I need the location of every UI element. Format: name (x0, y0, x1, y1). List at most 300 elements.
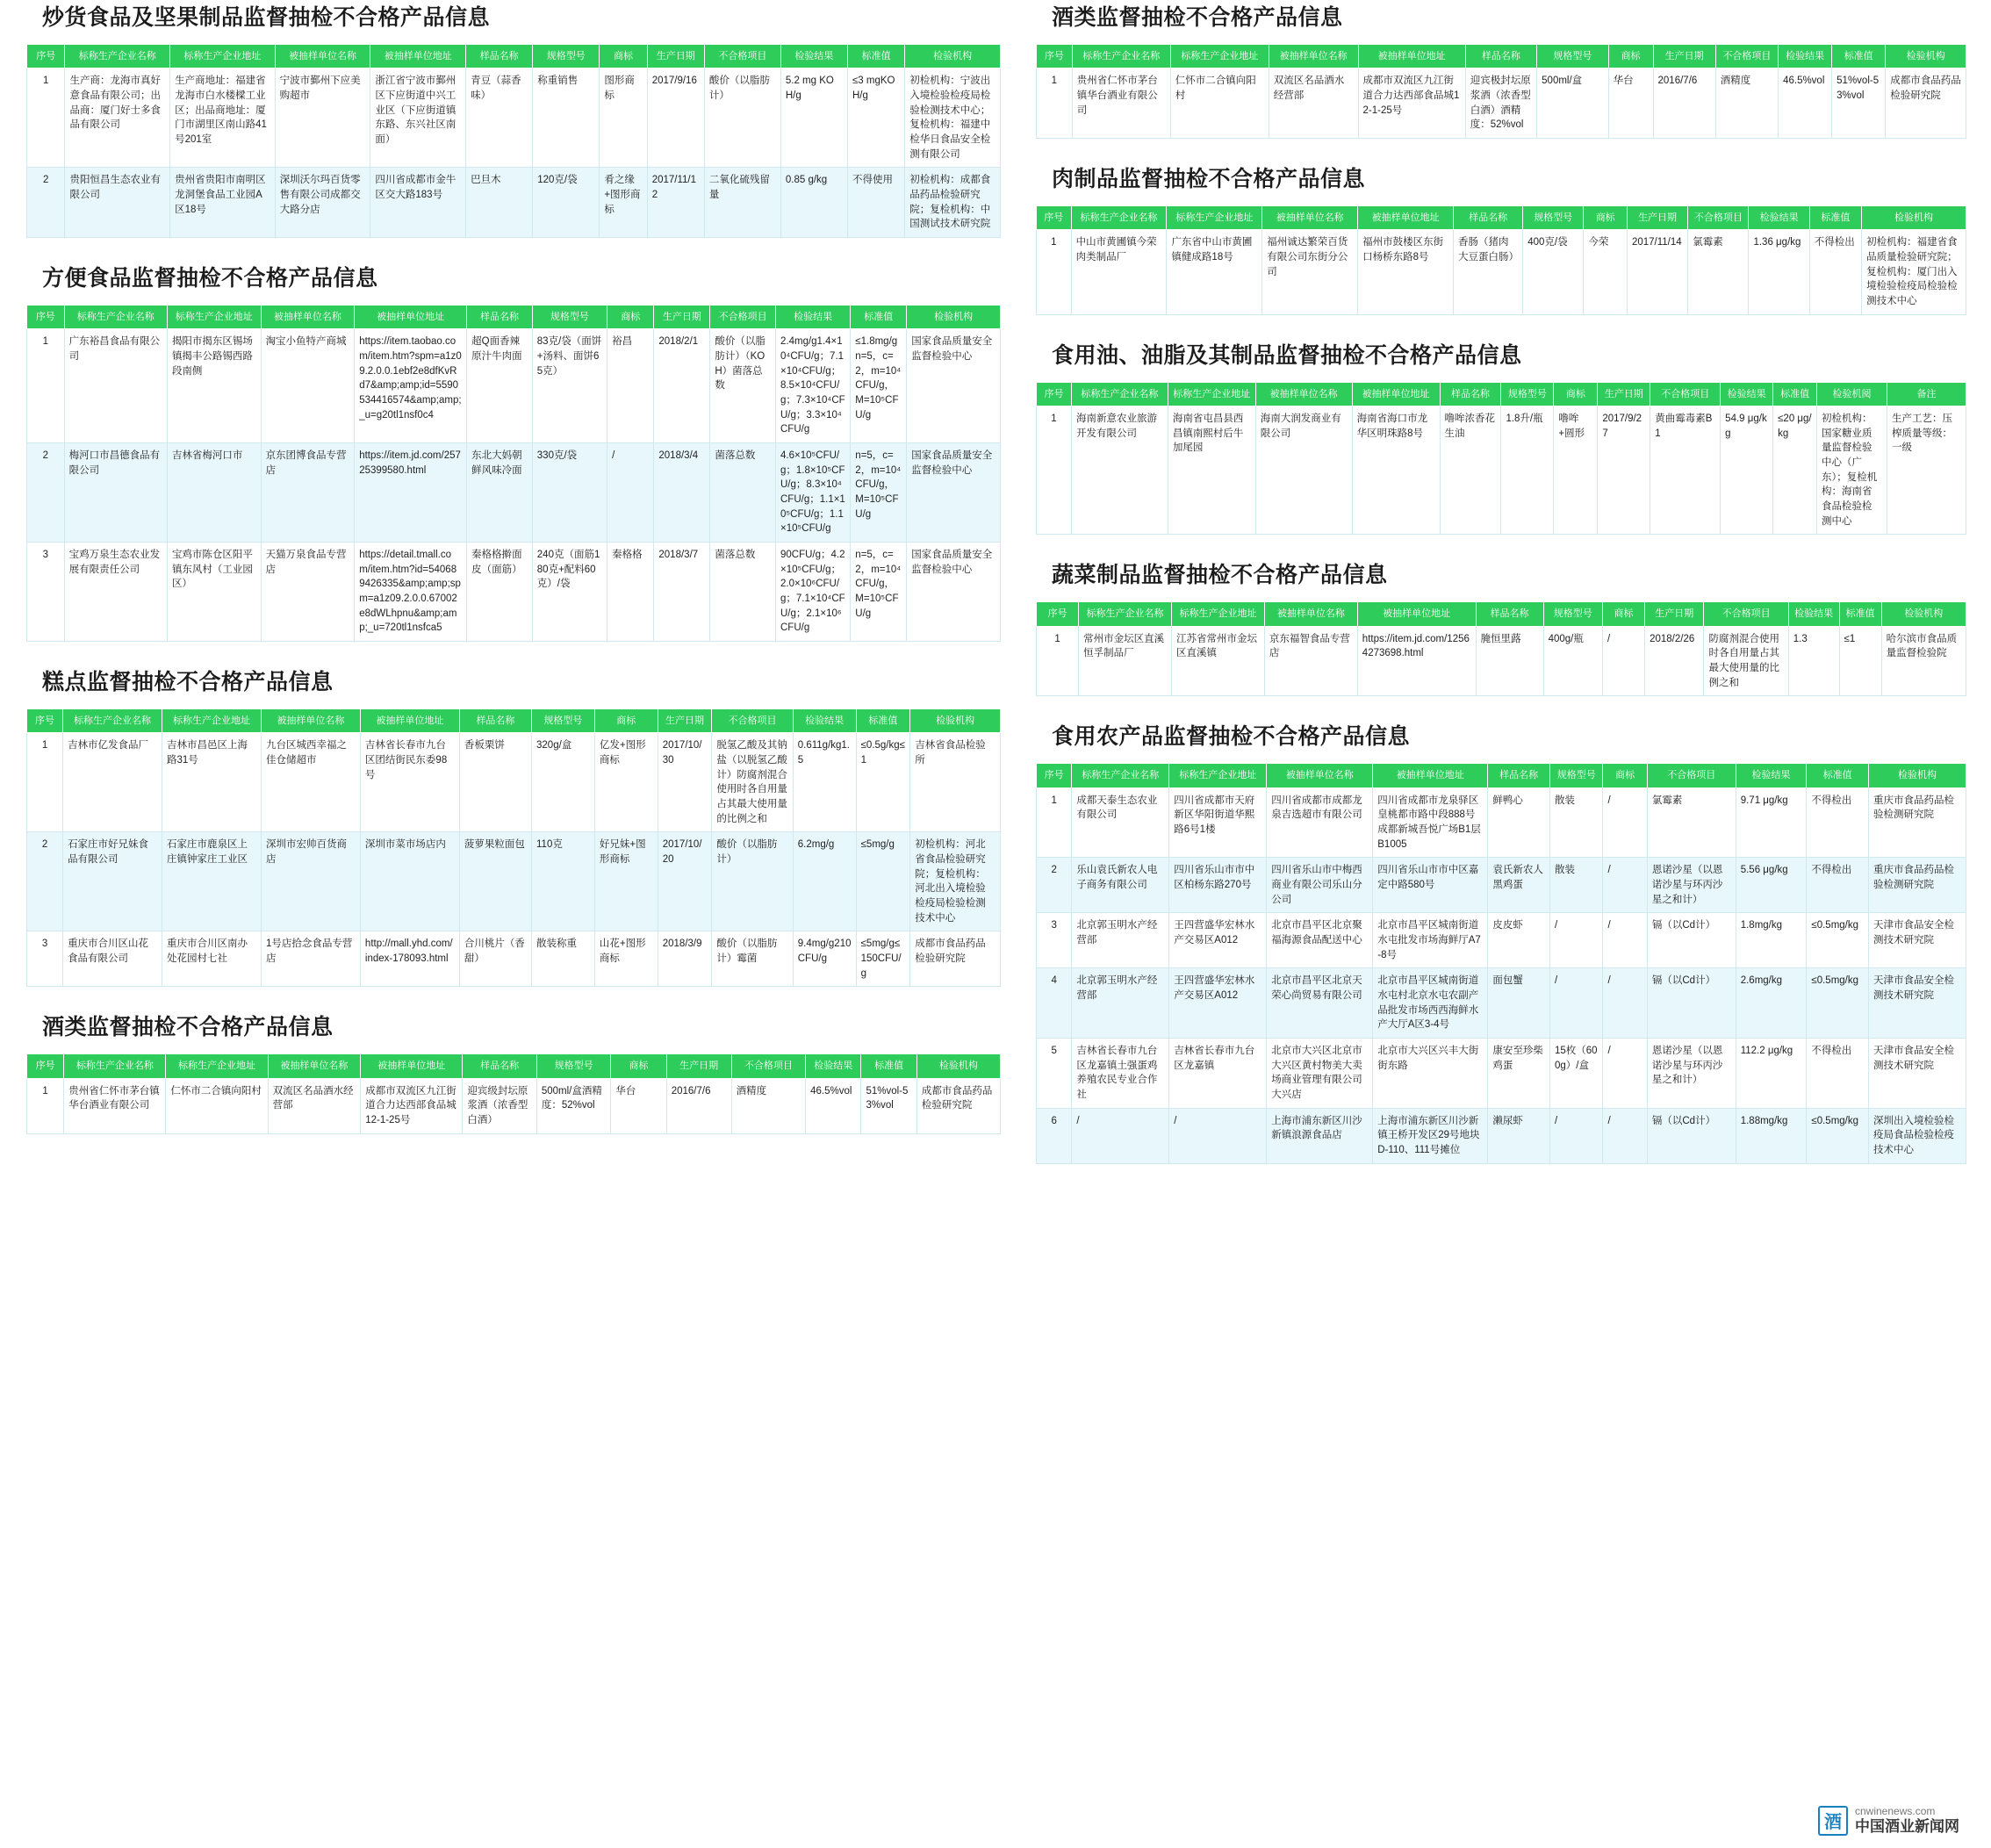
table-cell: ≤5mg/g≤150CFU/g (856, 931, 910, 987)
column-header: 不合格项目 (731, 1054, 805, 1078)
table-cell: 好兄妹+图形商标 (594, 832, 658, 931)
table-cell: / (1169, 1108, 1267, 1163)
column-header: 检验结果 (1779, 45, 1832, 68)
table-cell: 宁波市鄞州下应美购超市 (275, 68, 370, 168)
table-cell: https://detail.tmall.com/item.htm?id=540689426335&amp;amp;spm=a1z09.2.0.0.67002e8dWLhpnu&amp;amp;_u=720tl1nsfca5 (355, 543, 467, 642)
table-cell: 2017/10/20 (658, 832, 712, 931)
column-header: 检验机构 (916, 1054, 1000, 1078)
table-cell: 镉（以Cd计） (1647, 913, 1736, 968)
table-cell: 1.88mg/kg (1736, 1108, 1807, 1163)
table-cell: 王四营盛华宏林水产交易区A012 (1169, 913, 1267, 968)
row-index-cell: 3 (27, 543, 65, 642)
column-header: 标称生产企业地址 (162, 709, 262, 733)
column-header: 商标 (1584, 205, 1627, 229)
column-header: 被抽样单位地址 (1357, 602, 1476, 626)
table-cell: n=5，c=2，m=10⁴CFU/g，M=10⁵CFU/g (851, 443, 907, 543)
table-cell: 吉林省长春市九台区龙嘉镇土强蛋鸡养殖农民专业合作社 (1072, 1039, 1169, 1109)
table-cell: 贵州省贵阳市南明区龙洞堡食品工业园A区18号 (170, 168, 276, 238)
table-cell: 成都市食品药品检验研究院 (910, 931, 1001, 987)
column-header: 规格型号 (533, 45, 600, 68)
table-cell: 500ml/盒酒精度：52%vol (536, 1078, 610, 1133)
column-header: 标准值 (861, 1054, 916, 1078)
table-cell: 酸价（以脂肪计） (712, 832, 793, 931)
column-header: 标准值 (1809, 205, 1861, 229)
table-cell: 散装称重 (532, 931, 595, 987)
table-cell: 天津市食品安全检测技术研究院 (1868, 913, 1966, 968)
column-header: 标称生产企业地址 (170, 45, 276, 68)
row-index-cell: 1 (1037, 406, 1072, 534)
table-cell: 北京市昌平区北京聚福海源食品配送中心 (1267, 913, 1373, 968)
table-row (1037, 626, 1966, 696)
table-cell: 四川省乐山市中梅西商业有限公司乐山分公司 (1267, 858, 1373, 913)
column-header: 检验结果 (1736, 764, 1807, 787)
column-header: 检验机构 (1868, 764, 1966, 787)
table-cell: 双流区名品酒水经营部 (268, 1078, 361, 1133)
table-header-row (1037, 602, 1966, 626)
table-row (27, 931, 1001, 987)
table-cell: ≤0.5g/kg≤1 (856, 733, 910, 832)
column-header: 商标 (594, 709, 658, 733)
column-header: 标称生产企业名称 (65, 45, 170, 68)
column-header: 商标 (1603, 764, 1647, 787)
section-title: 肉制品监督抽检不合格产品信息 (1052, 166, 1366, 191)
column-header: 标称生产企业名称 (1079, 602, 1172, 626)
table-cell: 福州市鼓楼区东街口杨桥东路8号 (1358, 230, 1454, 314)
column-header: 被抽样单位名称 (1264, 602, 1357, 626)
section-shiyongyou (1036, 338, 1966, 536)
table-cell: 初检机构：福建省食品质量检验研究院；复检机构：厦门出入境检验检疫局检验检测技术中心 (1862, 230, 1966, 314)
column-header: 被抽样单位地址 (1373, 764, 1488, 787)
table-cell: 初检机构：河北省食品检验研究院；复检机构：河北出入境检验检疫局检验检测技术中心 (910, 832, 1001, 931)
table-cell: 2017/10/30 (658, 733, 712, 832)
column-header: 检验机构 (910, 709, 1001, 733)
table-cell: 香肠（猪肉大豆蛋白肠） (1454, 230, 1523, 314)
table-cell: 0.611g/kg1.5 (793, 733, 856, 832)
table-cell: 天猫万泉食品专营店 (261, 543, 355, 642)
table-cell: / (1603, 1039, 1647, 1109)
table-cell: 巴旦木 (466, 168, 533, 238)
column-header: 标称生产企业地址 (1167, 205, 1262, 229)
table-cell: 110克 (532, 832, 595, 931)
table-cell: ≤3 mgKOH/g (847, 68, 904, 168)
table-cell: 哈尔滨市食品质量监督检验院 (1881, 626, 1966, 696)
table-cell: 腌恒里蕗 (1476, 626, 1543, 696)
table-cell: 宝鸡市陈仓区阳平镇东风村（工业园区） (167, 543, 261, 642)
table-row (27, 443, 1001, 543)
table-cell: 2.6mg/kg (1736, 968, 1807, 1039)
table-cell: 北京市大兴区北京市大兴区黄村物美大卖场商业管理有限公司大兴店 (1267, 1039, 1373, 1109)
table-cell: 肴之缘+图形商标 (600, 168, 647, 238)
column-header: 标称生产企业地址 (1172, 602, 1265, 626)
table-cell: 四川省成都市金牛区交大路183号 (370, 168, 466, 238)
table-cell: 吉林市亿发食品厂 (63, 733, 162, 832)
right-column (1036, 0, 1966, 1187)
table-cell: 散装 (1549, 787, 1603, 858)
section-title: 蔬菜制品监督抽检不合格产品信息 (1052, 563, 1388, 588)
column-header: 不合格项目 (1650, 382, 1721, 406)
table-cell: 重庆市食品药品检验检测研究院 (1868, 787, 1966, 858)
table-cell: ≤20 μg/kg (1773, 406, 1817, 534)
table-cell: 生产工艺：压榨质量等级：一级 (1887, 406, 1966, 534)
table-cell: 菌落总数 (710, 443, 776, 543)
table-cell: 51%vol-53%vol (861, 1078, 916, 1133)
column-header: 样品名称 (459, 709, 531, 733)
column-header: 规格型号 (1523, 205, 1584, 229)
column-header: 样品名称 (1465, 45, 1536, 68)
table-cell: 深圳沃尔玛百货零售有限公司成都交大路分店 (275, 168, 370, 238)
table-cell: 东北大妈朝鲜风味冷面 (467, 443, 533, 543)
table-cell: 海南省海口市龙华区明珠路8号 (1352, 406, 1440, 534)
table-cell: 成都天泰生态农业有限公司 (1072, 787, 1169, 858)
column-header: 被抽样单位地址 (1358, 205, 1454, 229)
table-cell: 9.71 μg/kg (1736, 787, 1807, 858)
table-cell: 国家食品质量安全监督检验中心 (907, 543, 1001, 642)
section-jiulei-right (1036, 0, 1966, 139)
column-header: 检验结果 (776, 306, 851, 329)
column-header: 被抽样单位名称 (261, 306, 355, 329)
table-cell: 500ml/盒 (1537, 68, 1608, 139)
table-row (1037, 230, 1966, 314)
row-index-cell: 1 (27, 1078, 64, 1133)
table-cell: 华台 (1608, 68, 1653, 139)
section-gaodian (26, 665, 1001, 987)
row-index-cell: 6 (1037, 1108, 1072, 1163)
column-header: 标称生产企业名称 (1071, 205, 1167, 229)
table-cell: 上海市浦东新区川沙新镇浪源食品店 (1267, 1108, 1373, 1163)
column-header: 备注 (1887, 382, 1966, 406)
table-cell: 噜哞浓香花生油 (1440, 406, 1501, 534)
column-header: 序号 (1037, 205, 1072, 229)
section-chaohuo (26, 0, 1001, 238)
table-cell: 浙江省宁波市鄞州区下应街道中兴工业区（下应街道镇东路、东兴社区南面） (370, 68, 466, 168)
table-cell: ≤1.8mg/gn=5，c=2，m=10⁴CFU/g，M=10⁵CFU/g (851, 329, 907, 443)
column-header: 序号 (27, 709, 63, 733)
table-cell: 54.9 μg/kg (1721, 406, 1773, 534)
table-cell: 广东省中山市黄圃镇健成路18号 (1167, 230, 1262, 314)
column-header: 标称生产企业地址 (1168, 382, 1255, 406)
table-cell: 揭阳市揭东区锡场镇揭丰公路锡西路段南侧 (167, 329, 261, 443)
table-row (1037, 913, 1966, 968)
table-cell: 广东裕昌食品有限公司 (64, 329, 167, 443)
table-cell: 46.5%vol (1779, 68, 1832, 139)
table-chaohuo (26, 44, 1001, 238)
table-cell: ≤0.5mg/kg (1807, 968, 1869, 1039)
column-header: 标准值 (1839, 602, 1881, 626)
column-header: 规格型号 (532, 709, 595, 733)
row-index-cell: 1 (1037, 230, 1072, 314)
table-cell: / (1603, 968, 1647, 1039)
table-cell: 菌落总数 (710, 543, 776, 642)
column-header: 检验结果 (806, 1054, 861, 1078)
table-row (27, 168, 1001, 238)
table-cell: 2.4mg/g1.4×10⁴CFU/g；7.1×10⁴CFU/g；8.5×10⁴CFU/g；7.3×10⁴CFU/g；3.3×10⁴CFU/g (776, 329, 851, 443)
section-shucai (1036, 557, 1966, 696)
table-cell: 初检机构：国家糖业质量监督检验中心（广东）；复检机构：海南省食品检验检测中心 (1817, 406, 1887, 534)
table-cell: 吉林省食品检验所 (910, 733, 1001, 832)
table-body (27, 733, 1001, 987)
table-header-row (27, 1054, 1001, 1078)
table-cell: 不得检出 (1807, 858, 1869, 913)
column-header: 样品名称 (1440, 382, 1501, 406)
table-cell: 裕昌 (607, 329, 654, 443)
table-row (1037, 1108, 1966, 1163)
table-cell: 2016/7/6 (1653, 68, 1715, 139)
table-cell: 超Q面香辣原汁牛肉面 (467, 329, 533, 443)
column-header: 被抽样单位地址 (361, 1054, 463, 1078)
column-header: 被抽样单位名称 (1262, 205, 1358, 229)
table-cell: 四川省乐山市市中区嘉定中路580号 (1373, 858, 1488, 913)
column-header: 不合格项目 (1647, 764, 1736, 787)
table-cell: 黄曲霉毒素B1 (1650, 406, 1721, 534)
table-cell: 1.36 μg/kg (1749, 230, 1809, 314)
table-cell: 防腐剂混合使用时各自用量占其最大使用量的比例之和 (1704, 626, 1788, 696)
column-header: 检验结果 (1788, 602, 1839, 626)
column-header: 样品名称 (463, 1054, 536, 1078)
column-header: 不合格项目 (1688, 205, 1749, 229)
table-cell: 天津市食品安全检测技术研究院 (1868, 968, 1966, 1039)
table-cell: 2018/3/7 (654, 543, 710, 642)
table-cell: 海南新意农业旅游开发有限公司 (1071, 406, 1168, 534)
column-header: 被抽样单位名称 (275, 45, 370, 68)
table-cell: 恩诺沙星（以恩诺沙星与环丙沙星之和计） (1647, 1039, 1736, 1109)
table-cell: 酸价（以脂肪计）霉菌 (712, 931, 793, 987)
table-cell: 镉（以Cd计） (1647, 968, 1736, 1039)
table-cell: / (1549, 1108, 1603, 1163)
row-index-cell: 2 (27, 168, 65, 238)
table-cell: 散装 (1549, 858, 1603, 913)
section-nongchanpin (1036, 719, 1966, 1163)
table-cell: 石家庄市好兄妹食品有限公司 (63, 832, 162, 931)
table-cell: 初检机构：成都食品药品检验研究院；复检机构：中国测试技术研究院 (905, 168, 1001, 238)
table-cell: 宝鸡万泉生态农业发展有限责任公司 (64, 543, 167, 642)
table-cell: 亿发+图形商标 (594, 733, 658, 832)
section-rouzhipin (1036, 162, 1966, 315)
table-body (27, 329, 1001, 642)
table-row (1037, 68, 1966, 139)
table-cell: 重庆市合川区山花食品有限公司 (63, 931, 162, 987)
table-header-row (1037, 205, 1966, 229)
row-index-cell: 1 (27, 329, 65, 443)
column-header: 序号 (1037, 602, 1079, 626)
column-header: 商标 (611, 1054, 666, 1078)
column-header: 标称生产企业名称 (63, 709, 162, 733)
table-cell: 京东团博食品专营店 (261, 443, 355, 543)
table-cell: 中山市黄圃镇今荣肉类制品厂 (1071, 230, 1167, 314)
table-cell: 2018/3/9 (658, 931, 712, 987)
table-cell: 乐山袁氏新农人电子商务有限公司 (1072, 858, 1169, 913)
column-header: 样品名称 (1454, 205, 1523, 229)
table-cell: ≤0.5mg/kg (1807, 1108, 1869, 1163)
table-cell: 吉林省梅河口市 (167, 443, 261, 543)
table-cell: 2017/9/27 (1598, 406, 1650, 534)
column-header: 序号 (27, 45, 65, 68)
table-cell: 深圳市菜市场店内 (360, 832, 459, 931)
table-header-row (1037, 382, 1966, 406)
column-header: 被抽样单位地址 (1358, 45, 1465, 68)
table-cell: 重庆市食品药品检验检测研究院 (1868, 858, 1966, 913)
table-cell: 5.2 mg KOH/g (780, 68, 847, 168)
table-cell: 51%vol-53%vol (1832, 68, 1886, 139)
table-cell: 吉林省长春市九台区龙嘉镇 (1169, 1039, 1267, 1109)
table-cell: / (1603, 858, 1647, 913)
table-cell: 氯霉素 (1647, 787, 1736, 858)
table-cell: http://mall.yhd.com/index-178093.html (360, 931, 459, 987)
section-title: 糕点监督抽检不合格产品信息 (42, 670, 334, 695)
table-cell: 吉林省长春市九台区团结街民东委98号 (360, 733, 459, 832)
column-header: 标称生产企业地址 (1169, 764, 1267, 787)
table-cell: 90CFU/g；4.2×10⁵CFU/g；2.0×10⁶CFU/g；7.1×10⁴CFU/g；2.1×10⁶CFU/g (776, 543, 851, 642)
table-cell: ≤5mg/g (856, 832, 910, 931)
row-index-cell: 1 (1037, 787, 1072, 858)
table-cell: / (1072, 1108, 1169, 1163)
table-cell: 0.85 g/kg (780, 168, 847, 238)
table-cell: 恩诺沙星（以恩诺沙星与环丙沙星之和计） (1647, 858, 1736, 913)
table-cell: 9.4mg/g210CFU/g (793, 931, 856, 987)
table-cell: 120克/袋 (533, 168, 600, 238)
column-header: 标称生产企业地址 (1170, 45, 1269, 68)
table-cell: 香板栗饼 (459, 733, 531, 832)
table-cell: https://item.taobao.com/item.htm?spm=a1z09.2.0.0.1ebf2e8dfKvRd7&amp;amp;id=5590534416574&amp;amp;_u=g20tl1nsf0c4 (355, 329, 467, 443)
section-title: 方便食品监督抽检不合格产品信息 (42, 266, 378, 291)
table-header-row (1037, 764, 1966, 787)
left-column (26, 0, 1001, 1157)
row-index-cell: 2 (1037, 858, 1072, 913)
table-cell: 鲜鸭心 (1488, 787, 1550, 858)
table-cell: 2016/7/6 (666, 1078, 731, 1133)
table-cell: 2017/11/12 (647, 168, 704, 238)
row-index-cell: 1 (27, 68, 65, 168)
table-row (1037, 968, 1966, 1039)
column-header: 被抽样单位名称 (1267, 764, 1373, 787)
column-header: 标称生产企业名称 (1071, 382, 1168, 406)
column-header: 生产日期 (658, 709, 712, 733)
table-cell: n=5，c=2，m=10⁴CFU/g，M=10⁵CFU/g (851, 543, 907, 642)
footer-sitename: 中国酒业新闻网 (1855, 1817, 1959, 1835)
table-row (27, 329, 1001, 443)
row-index-cell: 2 (27, 443, 65, 543)
table-cell: 四川省成都市龙泉驿区皇桃都市路中段888号成都新城吾悦广场B1层B1005 (1373, 787, 1488, 858)
column-header: 标准值 (856, 709, 910, 733)
table-cell: 不得检出 (1807, 1039, 1869, 1109)
table-cell: 北京市昌平区城南街道水屯村北京水屯农副产品批发市场西西海鲜水产大厅A区3-4号 (1373, 968, 1488, 1039)
table-cell: 国家食品质量安全监督检验中心 (907, 443, 1001, 543)
table-fangbian (26, 305, 1001, 642)
column-header: 不合格项目 (1704, 602, 1788, 626)
table-cell: 今荣 (1584, 230, 1627, 314)
table-cell: 初检机构：宁波出入境检验检疫局检验检测技术中心；复检机构：福建中检华日食品安全检测有限公司 (905, 68, 1001, 168)
table-cell: 菠萝果粒面包 (459, 832, 531, 931)
column-header: 检验机构 (907, 306, 1001, 329)
column-header: 被抽样单位名称 (261, 709, 360, 733)
column-header: 样品名称 (466, 45, 533, 68)
column-header: 被抽样单位地址 (370, 45, 466, 68)
table-cell: 青豆（蒜香味） (466, 68, 533, 168)
table-row (27, 543, 1001, 642)
table-body (1037, 230, 1966, 314)
table-cell: 不得检出 (1809, 230, 1861, 314)
table-cell: 四川省成都市成都龙泉吉选超市有限公司 (1267, 787, 1373, 858)
table-gaodian (26, 708, 1001, 987)
table-cell: 46.5%vol (806, 1078, 861, 1133)
wine-logo-icon: 酒 (1818, 1806, 1848, 1836)
column-header: 检验机构 (1886, 45, 1966, 68)
column-header: 规格型号 (1549, 764, 1603, 787)
table-cell: 112.2 μg/kg (1736, 1039, 1807, 1109)
column-header: 商标 (607, 306, 654, 329)
table-cell: 1.8mg/kg (1736, 913, 1807, 968)
table-row (27, 733, 1001, 832)
column-header: 不合格项目 (712, 709, 793, 733)
table-cell: 生产商地址：福建省龙海市白水楼樑工业区；出品商地址：厦门市湖里区南山路41号201室 (170, 68, 276, 168)
table-row (27, 1078, 1001, 1133)
table-cell: 83克/袋（面饼+汤料、面饼65克） (532, 329, 607, 443)
table-shucai (1036, 601, 1966, 696)
column-header: 商标 (1602, 602, 1644, 626)
table-cell: 秦格格擀面皮（面筋） (467, 543, 533, 642)
column-header: 序号 (27, 1054, 64, 1078)
table-cell: 图形商标 (600, 68, 647, 168)
table-cell: 山花+图形商标 (594, 931, 658, 987)
row-index-cell: 3 (27, 931, 63, 987)
table-cell: 酸价（以脂肪计） (704, 68, 780, 168)
table-cell: 海南大润发商业有限公司 (1255, 406, 1352, 534)
column-header: 生产日期 (1627, 205, 1687, 229)
table-cell: 2017/11/14 (1627, 230, 1687, 314)
table-cell: 北京市大兴区兴丰大街街东路 (1373, 1039, 1488, 1109)
section-title: 酒类监督抽检不合格产品信息 (42, 1015, 334, 1040)
column-header: 不合格项目 (1715, 45, 1778, 68)
table-cell: 京东福智食品专营店 (1264, 626, 1357, 696)
table-shiyongyou (1036, 382, 1966, 536)
column-header: 检验机构 (905, 45, 1001, 68)
table-cell: 6.2mg/g (793, 832, 856, 931)
table-cell: / (1549, 968, 1603, 1039)
table-body (27, 1078, 1001, 1133)
column-header: 被抽样单位名称 (1269, 45, 1358, 68)
table-cell: 常州市金坛区直溪恒孚制品厂 (1079, 626, 1172, 696)
table-cell: 成都市食品药品检验研究院 (1886, 68, 1966, 139)
table-cell: 脱氢乙酸及其钠盐（以脱氢乙酸计）防腐剂混合使用时各自用量占其最大使用量的比例之和 (712, 733, 793, 832)
table-cell: 康安至珍柴鸡蛋 (1488, 1039, 1550, 1109)
table-row (1037, 406, 1966, 534)
table-jiulei-right (1036, 44, 1966, 139)
table-cell: 15枚（600g）/盒 (1549, 1039, 1603, 1109)
column-header: 序号 (1037, 382, 1072, 406)
table-header-row (27, 709, 1001, 733)
table-cell: 生产商：龙海市真好意食品有限公司；出品商：厦门好士多食品有限公司 (65, 68, 170, 168)
table-cell: 400克/袋 (1523, 230, 1584, 314)
column-header: 生产日期 (654, 306, 710, 329)
table-cell: 400g/瓶 (1543, 626, 1602, 696)
table-cell: 成都市双流区九江街道合力达西部食品城12-1-25号 (361, 1078, 463, 1133)
column-header: 标称生产企业地址 (166, 1054, 268, 1078)
section-title: 酒类监督抽检不合格产品信息 (1052, 5, 1343, 30)
table-cell: 320g/盒 (532, 733, 595, 832)
table-cell: 海南省屯昌县西昌镇南熙村后牛加尾园 (1168, 406, 1255, 534)
table-cell: 秦格格 (607, 543, 654, 642)
table-cell: 上海市浦东新区川沙新镇王桥开发区29号地块D-110、111号摊位 (1373, 1108, 1488, 1163)
row-index-cell: 2 (27, 832, 63, 931)
column-header: 生产日期 (1653, 45, 1715, 68)
table-jiulei-left (26, 1053, 1001, 1133)
table-row (27, 832, 1001, 931)
column-header: 检验机阅 (1817, 382, 1887, 406)
table-cell: ≤0.5mg/kg (1807, 913, 1869, 968)
column-header: 检验结果 (793, 709, 856, 733)
table-cell: 1号店拾念食品专营店 (261, 931, 360, 987)
table-cell: 2018/3/4 (654, 443, 710, 543)
table-cell: 2017/9/16 (647, 68, 704, 168)
